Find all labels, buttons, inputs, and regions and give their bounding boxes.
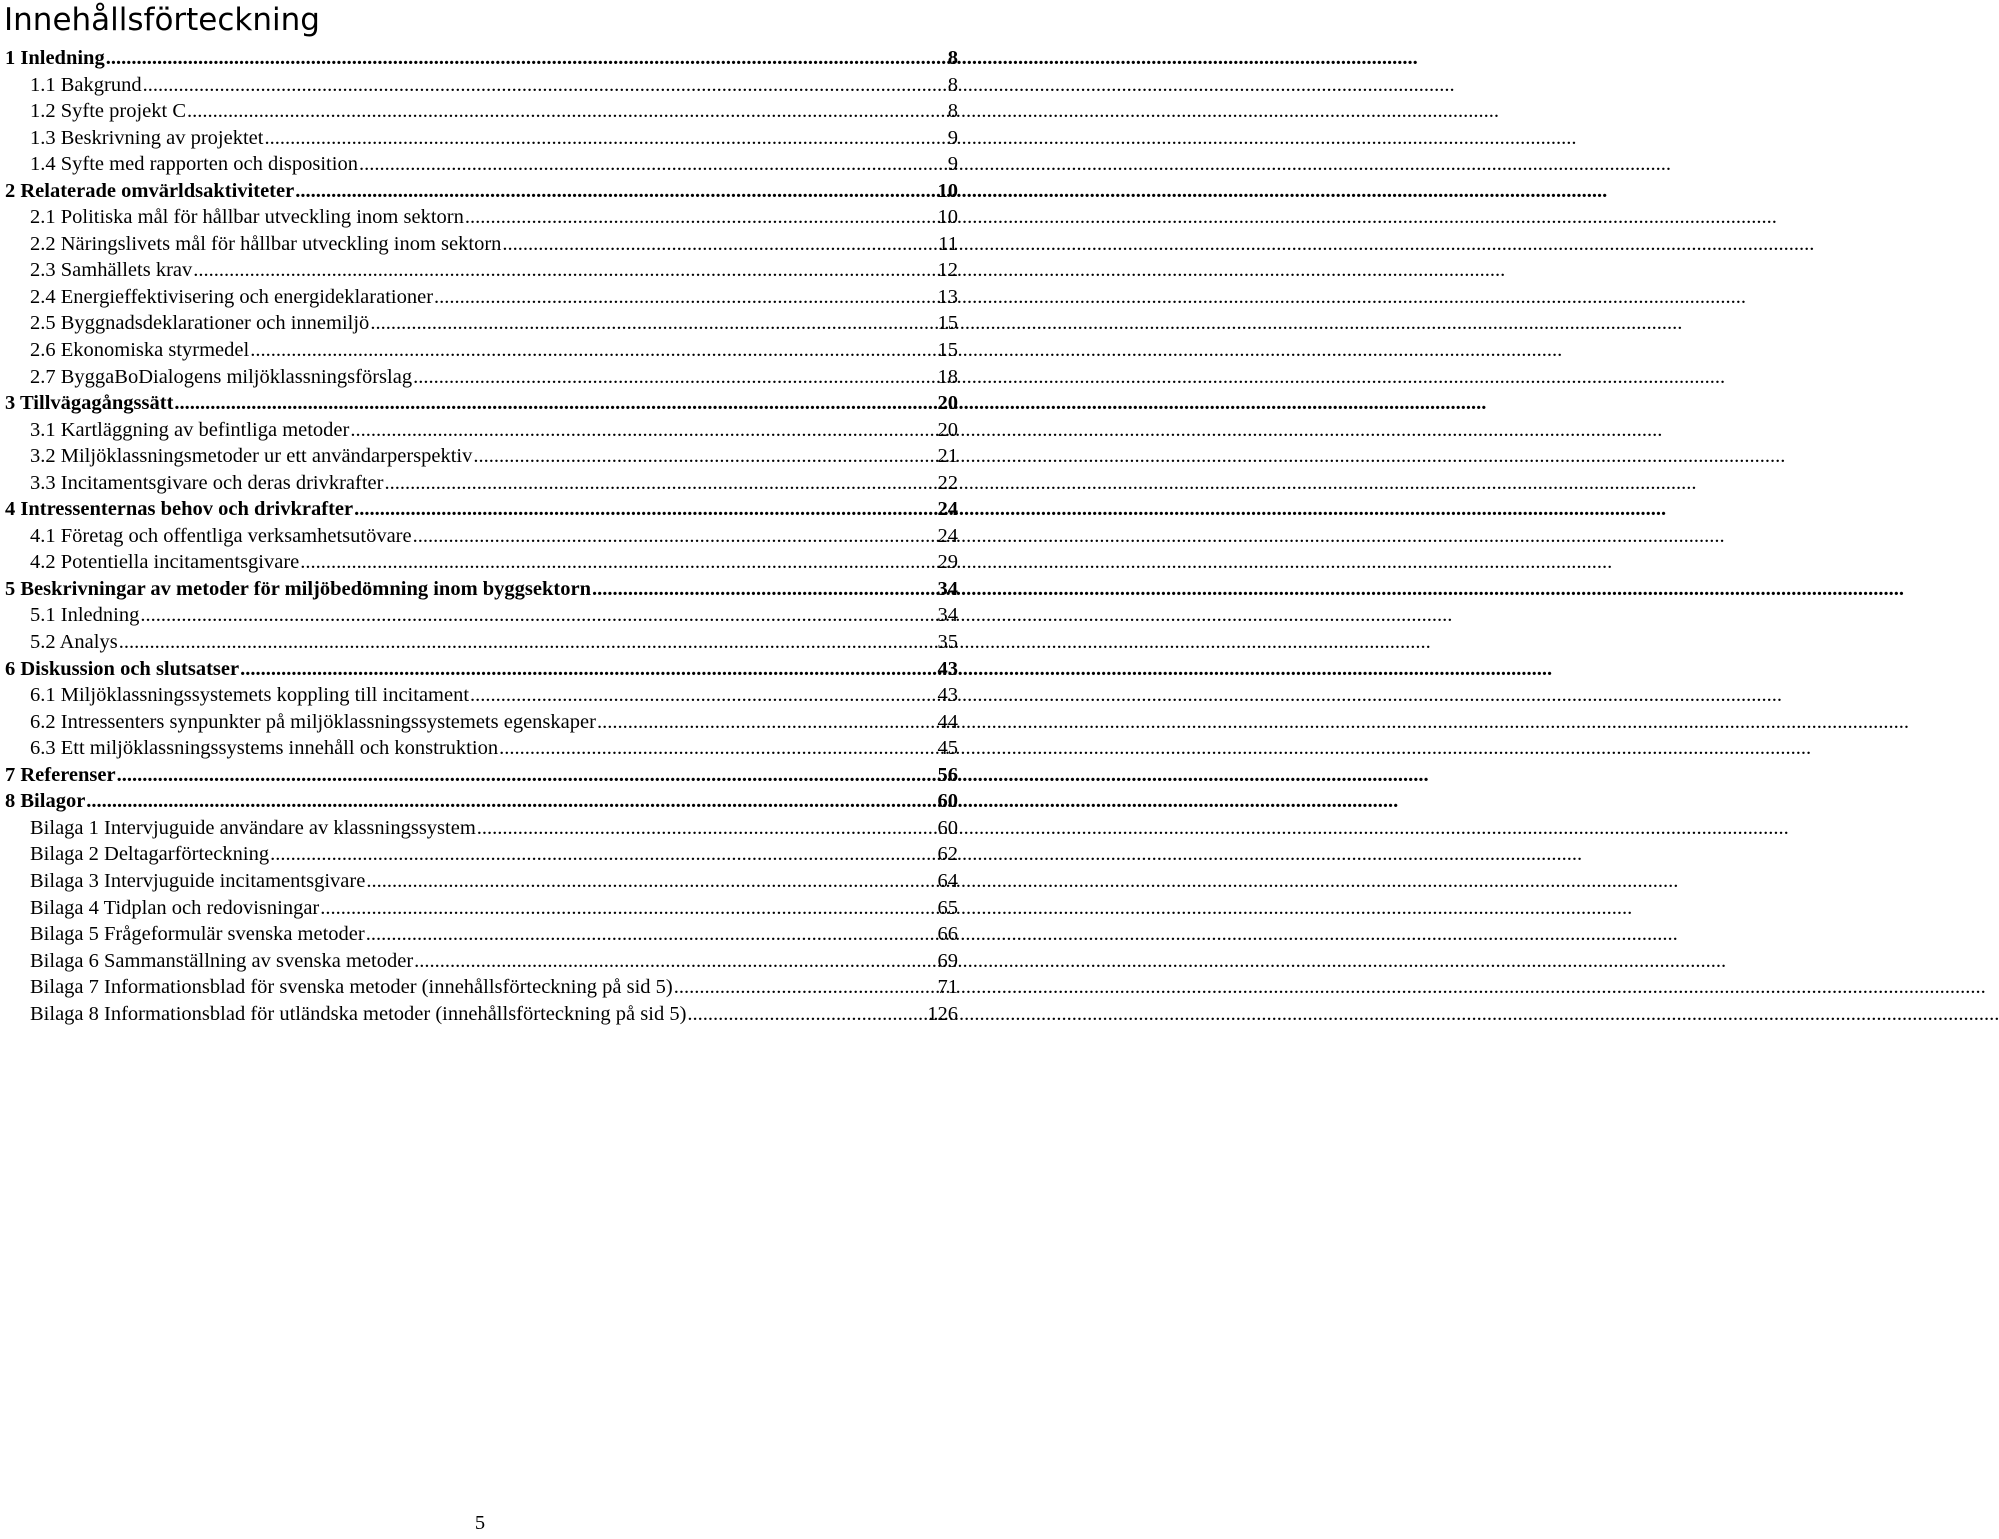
toc-entry-page: 22 xyxy=(937,471,958,494)
toc-entry-title: 1.4 Syfte med rapporten och disposition xyxy=(30,153,358,176)
toc-entry-page: 21 xyxy=(937,445,958,468)
dot-leader xyxy=(240,656,936,683)
dot-leader xyxy=(384,470,936,497)
dot-leader xyxy=(250,337,936,364)
toc-entry-page: 62 xyxy=(937,843,958,866)
toc-entry-chapter[interactable] xyxy=(0,45,960,72)
toc-entry-section[interactable] xyxy=(0,921,960,948)
toc-entry-title: 7 Referenser xyxy=(5,763,116,786)
toc-entry-section[interactable] xyxy=(0,470,960,497)
toc-entry-page: 64 xyxy=(937,869,958,892)
toc-entry-section[interactable] xyxy=(0,364,960,391)
toc-entry-title: 2 Relaterade omvärldsaktiviteter xyxy=(5,179,295,202)
toc-entry-title: 1.3 Beskrivning av projektet xyxy=(30,126,264,149)
toc-entry-page: 34 xyxy=(937,604,958,627)
dot-leader xyxy=(592,576,937,603)
toc-entry-section[interactable] xyxy=(0,98,960,125)
toc-entry-title: 3 Tillvägagångssätt xyxy=(5,392,174,415)
dot-leader xyxy=(674,974,937,1001)
toc-entry-title: 2.5 Byggnadsdeklarationer och innemiljö xyxy=(30,312,370,335)
dot-leader xyxy=(470,682,936,709)
table-of-contents xyxy=(0,45,960,1027)
dot-leader xyxy=(117,762,937,789)
toc-entry-title: 3.3 Incitamentsgivare och deras drivkrafter xyxy=(30,471,384,494)
dot-leader xyxy=(370,310,936,337)
dot-leader xyxy=(359,151,947,178)
toc-entry-title: 8 Bilagor xyxy=(5,790,86,813)
dot-leader xyxy=(414,948,936,975)
toc-entry-page: 11 xyxy=(938,232,958,255)
toc-entry-page: 15 xyxy=(937,339,958,362)
toc-entry-section[interactable] xyxy=(0,284,960,311)
toc-entry-page: 29 xyxy=(937,551,958,574)
toc-entry-page: 9 xyxy=(947,153,958,176)
dot-leader xyxy=(465,204,937,231)
dot-leader xyxy=(366,868,936,895)
toc-entry-chapter[interactable] xyxy=(0,656,960,683)
toc-entry-page: 44 xyxy=(937,710,958,733)
toc-entry-title: 1.2 Syfte projekt C xyxy=(30,100,187,123)
toc-entry-page: 60 xyxy=(937,790,958,813)
toc-entry-title: Bilaga 2 Deltagarförteckning xyxy=(30,843,270,866)
dot-leader xyxy=(174,390,936,417)
toc-entry-section[interactable] xyxy=(0,841,960,868)
toc-entry-page: 66 xyxy=(937,923,958,946)
toc-entry-chapter[interactable] xyxy=(0,496,960,523)
toc-entry-page: 126 xyxy=(927,1002,958,1025)
toc-entry-page: 10 xyxy=(937,179,958,202)
toc-entry-page: 9 xyxy=(947,126,958,149)
toc-entry-page: 20 xyxy=(937,392,958,415)
toc-entry-page: 8 xyxy=(947,47,958,69)
toc-entry-section[interactable] xyxy=(0,629,960,656)
toc-entry-section[interactable] xyxy=(0,151,960,178)
toc-entry-section[interactable] xyxy=(0,231,960,258)
toc-entry-title: 6.1 Miljöklassningssystemets koppling till incitament xyxy=(30,684,470,707)
toc-entry-title: 2.3 Samhällets krav xyxy=(30,259,193,282)
toc-entry-section[interactable] xyxy=(0,735,960,762)
toc-entry-page: 24 xyxy=(937,524,958,547)
dot-leader xyxy=(270,841,936,868)
dot-leader xyxy=(86,788,936,815)
toc-entry-chapter[interactable] xyxy=(0,788,960,815)
toc-entry-page: 20 xyxy=(937,418,958,441)
toc-entry-title: 4 Intressenternas behov och drivkrafter xyxy=(5,498,354,521)
toc-entry-title: 2.4 Energieffektivisering och energideklarationer xyxy=(30,285,434,308)
toc-entry-section[interactable] xyxy=(0,948,960,975)
toc-entry-section[interactable] xyxy=(0,417,960,444)
toc-entry-page: 24 xyxy=(937,498,958,521)
dot-leader xyxy=(687,1001,926,1028)
toc-entry-title: Bilaga 1 Intervjuguide användare av klassningssystem xyxy=(30,816,476,839)
toc-entry-page: 34 xyxy=(937,577,958,600)
toc-entry-page: 18 xyxy=(937,365,958,388)
toc-entry-section[interactable] xyxy=(0,974,960,1001)
toc-entry-title: Bilaga 5 Frågeformulär svenska metoder xyxy=(30,923,365,946)
dot-leader xyxy=(366,921,937,948)
toc-entry-title: Bilaga 4 Tidplan och redovisningar xyxy=(30,896,320,919)
dot-leader xyxy=(413,364,936,391)
dot-leader xyxy=(350,417,936,444)
toc-entry-page: 71 xyxy=(937,976,958,999)
toc-entry-page: 15 xyxy=(937,312,958,335)
toc-entry-title: 5.2 Analys xyxy=(30,631,118,654)
dot-leader xyxy=(119,629,937,656)
toc-entry-page: 69 xyxy=(937,949,958,972)
toc-entry-page: 65 xyxy=(937,896,958,919)
dot-leader xyxy=(502,231,937,258)
toc-entry-page: 10 xyxy=(937,206,958,229)
dot-leader xyxy=(473,443,936,470)
toc-entry-chapter[interactable] xyxy=(0,178,960,205)
dot-leader xyxy=(499,735,936,762)
toc-entry-title: Bilaga 6 Sammanställning av svenska metoder xyxy=(30,949,414,972)
toc-entry-title: 1.1 Bakgrund xyxy=(30,73,142,96)
toc-entry-title: 2.2 Näringslivets mål för hållbar utveckling inom sektorn xyxy=(30,232,502,255)
toc-entry-section[interactable] xyxy=(0,682,960,709)
toc-entry-title: 6.3 Ett miljöklassningssystems innehåll och konstruktion xyxy=(30,737,499,760)
dot-leader xyxy=(140,602,936,629)
toc-entry-page: 35 xyxy=(937,631,958,654)
toc-entry-title: 3.2 Miljöklassningsmetoder ur ett användarperspektiv xyxy=(30,445,473,468)
toc-entry-section[interactable] xyxy=(0,1001,960,1028)
dot-leader xyxy=(300,549,936,576)
toc-entry-title: Bilaga 8 Informationsblad för utländska metoder (innehållsförteckning på sid 5) xyxy=(30,1002,687,1025)
toc-heading: Innehållsförteckning xyxy=(4,2,320,38)
toc-entry-title: 1 Inledning xyxy=(5,47,105,69)
toc-entry-chapter[interactable] xyxy=(0,576,960,603)
toc-entry-chapter[interactable] xyxy=(0,762,960,789)
toc-entry-section[interactable] xyxy=(0,868,960,895)
dot-leader xyxy=(143,72,947,99)
dot-leader xyxy=(477,815,937,842)
dot-leader xyxy=(434,284,936,311)
toc-entry-page: 60 xyxy=(937,816,958,839)
dot-leader xyxy=(106,45,947,72)
toc-entry-section[interactable] xyxy=(0,257,960,284)
toc-entry-title: 5 Beskrivningar av metoder för miljöbedömning inom byggsektorn xyxy=(5,577,591,600)
toc-entry-section[interactable] xyxy=(0,602,960,629)
dot-leader xyxy=(413,523,937,550)
toc-entry-title: 2.1 Politiska mål för hållbar utveckling inom sektorn xyxy=(30,206,464,229)
toc-entry-title: 2.6 Ekonomiska styrmedel xyxy=(30,339,250,362)
toc-entry-section[interactable] xyxy=(0,125,960,152)
toc-entry-section[interactable] xyxy=(0,815,960,842)
dot-leader xyxy=(295,178,936,205)
toc-entry-page: 56 xyxy=(937,763,958,786)
toc-entry-section[interactable] xyxy=(0,72,960,99)
dot-leader xyxy=(597,709,937,736)
toc-entry-title: 5.1 Inledning xyxy=(30,604,140,627)
toc-entry-section[interactable] xyxy=(0,443,960,470)
toc-entry-page: 45 xyxy=(937,737,958,760)
toc-entry-section[interactable] xyxy=(0,523,960,550)
toc-entry-page: 8 xyxy=(947,100,958,123)
dot-leader xyxy=(320,895,936,922)
toc-entry-section[interactable] xyxy=(0,709,960,736)
toc-entry-section[interactable] xyxy=(0,204,960,231)
dot-leader xyxy=(264,125,946,152)
toc-entry-section[interactable] xyxy=(0,549,960,576)
page-number: 5 xyxy=(474,1512,486,1534)
toc-entry-title: 4.1 Företag och offentliga verksamhetsutövare xyxy=(30,524,412,547)
toc-entry-title: 3.1 Kartläggning av befintliga metoder xyxy=(30,418,350,441)
toc-entry-section[interactable] xyxy=(0,337,960,364)
toc-entry-page: 12 xyxy=(937,259,958,282)
toc-entry-page: 43 xyxy=(937,684,958,707)
toc-entry-section[interactable] xyxy=(0,895,960,922)
toc-entry-title: 6.2 Intressenters synpunkter på miljöklassningssystemets egenskaper xyxy=(30,710,596,733)
toc-entry-title: Bilaga 3 Intervjuguide incitamentsgivare xyxy=(30,869,366,892)
toc-entry-section[interactable] xyxy=(0,310,960,337)
toc-entry-chapter[interactable] xyxy=(0,390,960,417)
toc-entry-title: 2.7 ByggaBoDialogens miljöklassningsförslag xyxy=(30,365,413,388)
toc-entry-title: 4.2 Potentiella incitamentsgivare xyxy=(30,551,300,574)
dot-leader xyxy=(193,257,936,284)
dot-leader xyxy=(187,98,947,125)
toc-entry-page: 8 xyxy=(947,73,958,96)
toc-entry-page: 13 xyxy=(937,285,958,308)
toc-entry-title: Bilaga 7 Informationsblad för svenska metoder (innehållsförteckning på sid 5) xyxy=(30,976,673,999)
toc-entry-page: 43 xyxy=(937,657,958,680)
toc-entry-title: 6 Diskussion och slutsatser xyxy=(5,657,240,680)
dot-leader xyxy=(354,496,936,523)
